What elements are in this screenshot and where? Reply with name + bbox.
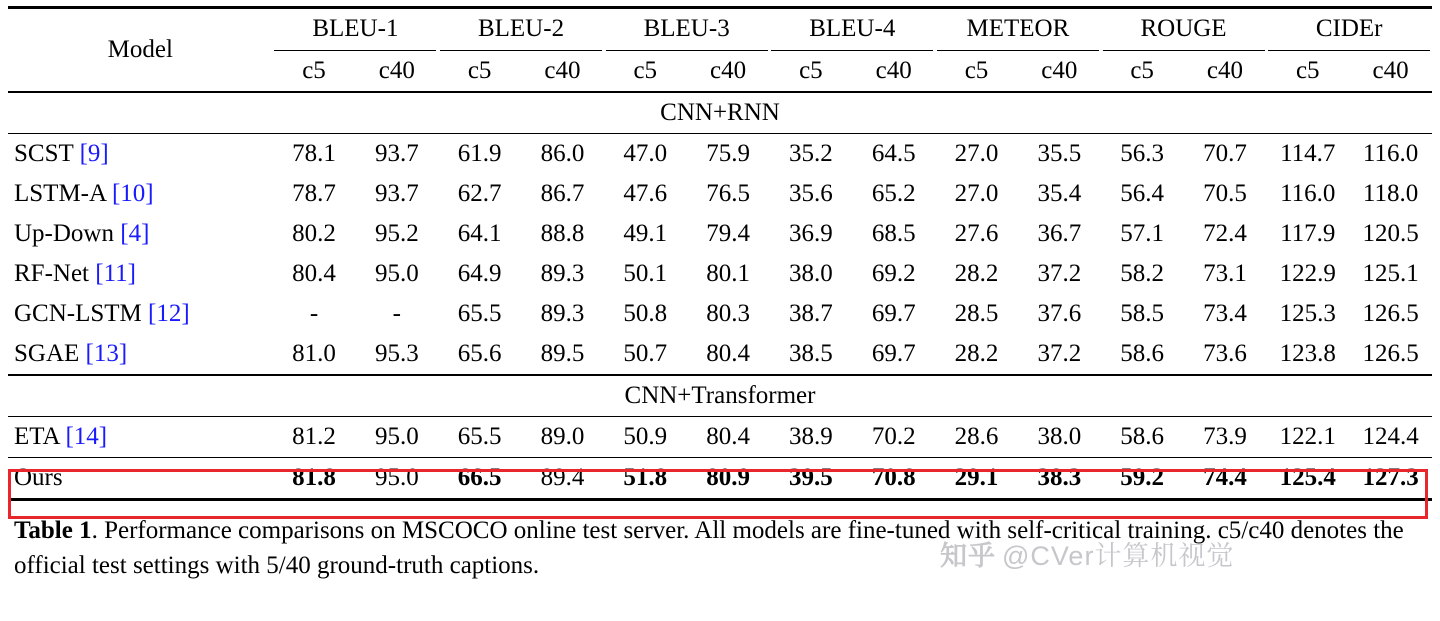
header-metric-bleu4: BLEU-4: [769, 8, 935, 52]
subheader-c40: c40: [1041, 57, 1078, 84]
header-metric-bleu3: BLEU-3: [604, 8, 770, 52]
row-model-name: [8, 134, 273, 175]
table-row: [8, 294, 1432, 334]
cell-value: 120.5: [1362, 220, 1419, 247]
cell-value: 123.8: [1279, 340, 1336, 367]
subheader-c40: c40: [1206, 57, 1243, 84]
table-row: [8, 214, 1432, 254]
citation-link[interactable]: [11]: [95, 260, 136, 287]
subheader-c5: c5: [633, 57, 658, 84]
cell-value: 47.6: [623, 180, 668, 207]
cell-value: 64.1: [457, 220, 502, 247]
cell-value: 80.1: [706, 260, 750, 287]
subheader-c5: c5: [467, 57, 492, 84]
cell-value: 89.5: [540, 340, 585, 367]
cell-value: 27.0: [935, 134, 1018, 175]
table-caption: [8, 513, 1432, 583]
cell-value: 74.4: [1184, 458, 1267, 500]
cell-value: 116.0: [1280, 180, 1336, 207]
cell-value: 127.3: [1349, 458, 1432, 500]
cell-value: 80.4: [706, 340, 750, 367]
cell-value: 50.8: [623, 300, 668, 327]
subheader-c5: c5: [964, 57, 989, 84]
cell-value: 78.7: [292, 180, 336, 207]
cell-value: 29.1: [935, 458, 1018, 500]
cell-value: 95.0: [355, 417, 438, 458]
cell-value: 36.9: [789, 220, 833, 247]
cell-value: -: [309, 300, 319, 327]
cell-value: 28.2: [954, 260, 999, 287]
cell-value: 69.2: [871, 260, 916, 287]
cell-value: 79.4: [706, 220, 750, 247]
section-title: CNN+RNN: [8, 92, 1432, 134]
cell-value: 57.1: [1120, 220, 1164, 247]
zhihu-logo-icon: 知乎: [940, 541, 996, 571]
cell-value: 70.2: [852, 417, 935, 458]
cell-value: 118.0: [1362, 180, 1419, 207]
table-row: [8, 334, 1432, 375]
header-metric-rouge: ROUGE: [1101, 8, 1267, 52]
cell-value: 81.2: [273, 417, 356, 458]
cell-value: 114.7: [1266, 134, 1349, 175]
cell-value: 38.3: [1018, 458, 1101, 500]
table-row-ours: [8, 458, 1432, 500]
cell-value: 37.6: [1037, 300, 1082, 327]
citation-link[interactable]: [4]: [120, 220, 150, 247]
cell-value: 37.2: [1037, 260, 1082, 287]
table-row: [8, 254, 1432, 294]
header-metric-bleu1: BLEU-1: [273, 8, 439, 52]
row-model-name: Ours: [8, 458, 273, 500]
cell-value: 50.1: [623, 260, 668, 287]
cell-value: 86.0: [521, 134, 604, 175]
cell-value: 58.6: [1120, 340, 1164, 367]
header-model: Model: [8, 8, 273, 93]
cell-value: 68.5: [871, 220, 916, 247]
subheader-c40: c40: [544, 57, 581, 84]
model-label: LSTM-A: [14, 180, 106, 207]
cell-value: 125.4: [1266, 458, 1349, 500]
cell-value: 51.8: [604, 458, 687, 500]
model-label: SGAE: [14, 340, 80, 367]
cell-value: 50.7: [623, 340, 668, 367]
cell-value: 56.3: [1101, 134, 1184, 175]
cell-value: 73.9: [1184, 417, 1267, 458]
cell-value: 70.8: [852, 458, 935, 500]
cell-value: 58.6: [1101, 417, 1184, 458]
cell-value: 58.2: [1120, 260, 1164, 287]
cell-value: 58.5: [1120, 300, 1164, 327]
cell-value: 125.1: [1362, 260, 1419, 287]
subheader-c40: c40: [1372, 57, 1409, 84]
cell-value: 28.5: [954, 300, 999, 327]
model-label: SCST: [14, 140, 74, 167]
citation-link[interactable]: [10]: [111, 180, 154, 207]
header-metric-bleu2: BLEU-2: [438, 8, 604, 52]
cell-value: 95.0: [355, 458, 438, 500]
subheader-c5: c5: [1295, 57, 1320, 84]
cell-value: 28.6: [935, 417, 1018, 458]
table-row: [8, 134, 1432, 175]
cell-value: 38.7: [789, 300, 833, 327]
cell-value: 39.5: [769, 458, 852, 500]
cell-value: 73.1: [1203, 260, 1247, 287]
cell-value: 81.0: [292, 340, 336, 367]
table-row: [8, 174, 1432, 214]
cell-value: 89.3: [540, 260, 585, 287]
cell-value: 72.4: [1203, 220, 1247, 247]
cell-value: 65.2: [871, 180, 916, 207]
citation-link[interactable]: [9]: [79, 140, 109, 167]
cell-value: 38.0: [789, 260, 833, 287]
cell-value: 69.7: [871, 340, 916, 367]
cell-value: 80.4: [687, 417, 770, 458]
cell-value: 36.7: [1037, 220, 1082, 247]
cell-value: 81.8: [273, 458, 356, 500]
watermark-text: @CVer计算机视觉: [1002, 541, 1235, 571]
cell-value: 64.9: [457, 260, 502, 287]
cell-value: 89.3: [540, 300, 585, 327]
section-header-cnn-rnn: [8, 92, 1432, 134]
cell-value: 126.5: [1362, 300, 1419, 327]
cell-value: 73.6: [1203, 340, 1247, 367]
cell-value: 50.9: [604, 417, 687, 458]
subheader-c40: c40: [378, 57, 415, 84]
subheader-c40: c40: [875, 57, 912, 84]
cell-value: 117.9: [1280, 220, 1336, 247]
cell-value: 35.2: [769, 134, 852, 175]
citation-link[interactable]: [13]: [85, 340, 128, 367]
cell-value: 95.2: [374, 220, 419, 247]
cell-value: 75.9: [687, 134, 770, 175]
subheader-c5: c5: [799, 57, 823, 84]
cell-value: 28.2: [954, 340, 999, 367]
cell-value: 80.2: [292, 220, 336, 247]
table-row: [8, 417, 1432, 458]
section-header-cnn-transformer: [8, 375, 1432, 417]
cell-value: 65.5: [457, 300, 502, 327]
cell-value: 88.8: [540, 220, 585, 247]
cell-value: 38.5: [789, 340, 833, 367]
cell-value: 66.5: [438, 458, 521, 500]
row-model-name: [8, 294, 273, 334]
cell-value: 47.0: [604, 134, 687, 175]
model-label: GCN-LSTM: [14, 300, 142, 327]
model-label: Up-Down: [14, 220, 114, 247]
row-model-name: [8, 334, 273, 375]
cell-value: -: [392, 300, 401, 327]
row-model-name: [8, 174, 273, 214]
cell-value: 37.2: [1037, 340, 1082, 367]
cell-value: 35.4: [1037, 180, 1082, 207]
cell-value: 89.0: [521, 417, 604, 458]
cell-value: 125.3: [1279, 300, 1336, 327]
cell-value: 62.7: [457, 180, 502, 207]
cell-value: 95.0: [374, 260, 419, 287]
row-model-name: [8, 254, 273, 294]
cell-value: 27.0: [954, 180, 999, 207]
cell-value: 126.5: [1362, 340, 1419, 367]
cell-value: 89.4: [521, 458, 604, 500]
caption-text: . Performance comparisons on MSCOCO online test server. All models are fine-tuned with self-critical training. c5/c40 denotes the official test settings with 5/40 ground-truth captions.: [14, 517, 1404, 579]
cell-value: 38.9: [769, 417, 852, 458]
cell-value: 122.9: [1279, 260, 1336, 287]
header-metric-cider: CIDEr: [1266, 8, 1432, 52]
cell-value: 49.1: [623, 220, 668, 247]
header-metric-meteor: METEOR: [935, 8, 1101, 52]
subheader-c5: c5: [1130, 57, 1154, 84]
cell-value: 70.5: [1203, 180, 1247, 207]
cell-value: 78.1: [273, 134, 356, 175]
cell-value: 56.4: [1120, 180, 1164, 207]
subheader-c40: c40: [710, 57, 747, 84]
cell-value: 70.7: [1184, 134, 1267, 175]
cell-value: 69.7: [871, 300, 916, 327]
row-model-name: [8, 417, 273, 458]
cell-value: 59.2: [1101, 458, 1184, 500]
subheader-c5: c5: [302, 57, 326, 84]
cell-value: 27.6: [954, 220, 999, 247]
cell-value: 35.6: [789, 180, 833, 207]
table-bottom-rule: [8, 500, 1432, 502]
model-label: ETA: [14, 423, 60, 450]
citation-link[interactable]: [12]: [148, 300, 190, 327]
citation-link[interactable]: [14]: [65, 423, 108, 450]
model-label: RF-Net: [14, 260, 89, 287]
cell-value: 80.4: [292, 260, 336, 287]
cell-value: 80.3: [706, 300, 750, 327]
row-model-name: [8, 214, 273, 254]
cell-value: 76.5: [706, 180, 750, 207]
cell-value: 35.5: [1018, 134, 1101, 175]
cell-value: 65.6: [457, 340, 502, 367]
results-table: [8, 6, 1432, 501]
cell-value: 73.4: [1203, 300, 1247, 327]
cell-value: 86.7: [540, 180, 585, 207]
cell-value: 64.5: [852, 134, 935, 175]
table-header-metrics: [8, 8, 1432, 52]
cell-value: 95.3: [374, 340, 419, 367]
cell-value: 93.7: [374, 180, 419, 207]
caption-label: Table 1: [14, 517, 92, 544]
cell-value: 38.0: [1018, 417, 1101, 458]
cell-value: 65.5: [438, 417, 521, 458]
section-title: CNN+Transformer: [8, 375, 1432, 417]
paper-figure-page: [0, 6, 1440, 621]
cell-value: 116.0: [1349, 134, 1432, 175]
cell-value: 122.1: [1266, 417, 1349, 458]
cell-value: 124.4: [1349, 417, 1432, 458]
cell-value: 93.7: [355, 134, 438, 175]
cell-value: 61.9: [438, 134, 521, 175]
cell-value: 80.9: [687, 458, 770, 500]
